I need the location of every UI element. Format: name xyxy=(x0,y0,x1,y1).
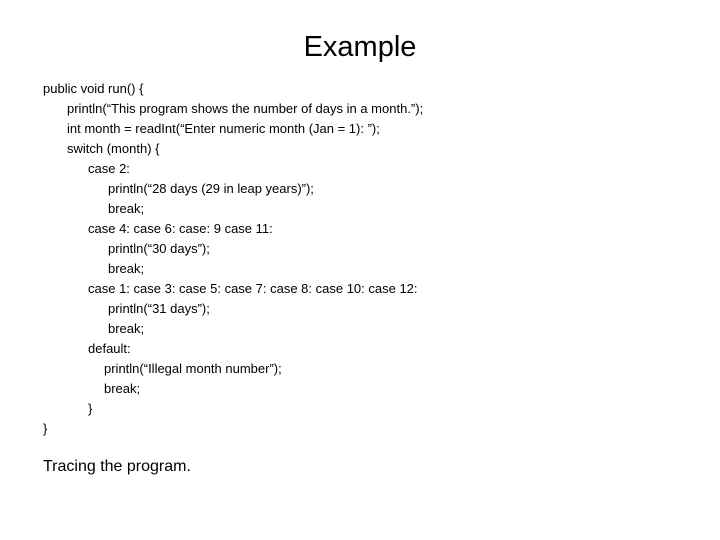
code-line-method-header: public void run() { xyxy=(43,81,144,96)
code-line-case-31-days: case 1: case 3: case 5: case 7: case 8: case 10: case 12: xyxy=(88,281,418,296)
code-line-println-30: println(“30 days”); xyxy=(108,241,210,256)
code-line-read-month: int month = readInt(“Enter numeric month (Jan = 1): ”); xyxy=(67,121,380,136)
code-line-method-close: } xyxy=(43,421,48,436)
code-line-println-illegal: println(“Illegal month number”); xyxy=(104,361,282,376)
code-line-switch-close: } xyxy=(88,401,93,416)
code-line-case-2: case 2: xyxy=(88,161,130,176)
code-line-println-31: println(“31 days”); xyxy=(108,301,210,316)
code-line-break-3: break; xyxy=(108,321,145,336)
code-line-println-28: println(“28 days (29 in leap years)”); xyxy=(108,181,314,196)
code-line-println-intro: println(“This program shows the number of days in a month.”); xyxy=(67,101,424,116)
code-line-case-30-days: case 4: case 6: case: 9 case 11: xyxy=(88,221,273,236)
code-line-default: default: xyxy=(88,341,131,356)
code-line-break-2: break; xyxy=(108,261,145,276)
code-line-break-4: break; xyxy=(104,381,141,396)
tracing-caption: Tracing the program. xyxy=(43,458,191,475)
code-line-break-1: break; xyxy=(108,201,145,216)
code-line-switch: switch (month) { xyxy=(67,141,160,156)
slide-title: Example xyxy=(303,31,417,63)
